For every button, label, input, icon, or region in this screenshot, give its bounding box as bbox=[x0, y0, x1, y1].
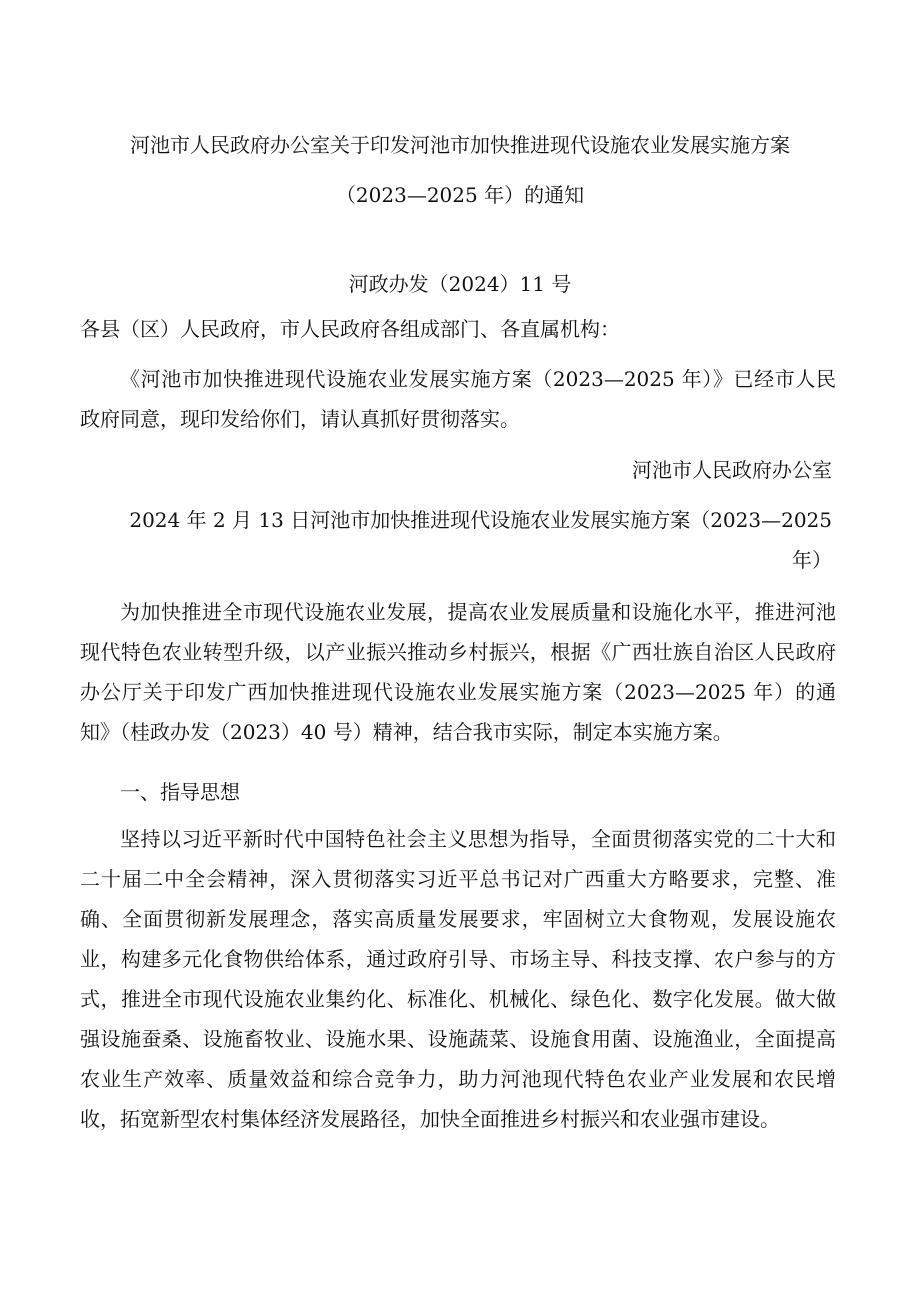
plan-intro-paragraph: 为加快推进全市现代设施农业发展，提高农业发展质量和设施化水平，推进河池现代特色农业转型升级，以产业振兴推动乡村振兴，根据《广西壮族自治区人民政府办公厅关于印发广西加快推进现代设施农业发展实施方案（2023—2025 年）的通知》（桂政办发（2023）40 号）精神，结合我市实际，制定本实施方案。 bbox=[80, 600, 836, 744]
addressee-line: 各县（区）人民政府，市人民政府各组成部门、各直属机构： bbox=[80, 317, 620, 341]
document-title-line-1: 河池市人民政府办公室关于印发河池市加快推进现代设施农业发展实施方案 bbox=[130, 133, 790, 157]
document-title-line-2: （2023—2025 年）的通知 bbox=[335, 183, 585, 207]
section-guiding-ideology-body: 坚持以习近平新时代中国特色社会主义思想为指导，全面贯彻落实党的二十大和二十届二中全会精神，深入贯彻落实习近平总书记对广西重大方略要求，完整、准确、全面贯彻新发展理念，落实高质量发展要求，牢固树立大食物观，发展设施农业，构建多元化食物供给体系，通过政府引导、市场主导、科技支撑、农户参与的方式，推进全市现代设施农业集约化、标准化、机械化、绿色化、数字化发展。做大做强设施蚕桑、设施畜牧业、设施水果、设施蔬菜、设施食用菌、设施渔业，全面提高农业生产效率、质量效益和综合竞争力，助力河池现代特色农业产业发展和农民增收，拓宽新型农村集体经济发展路径，加快全面推进乡村振兴和农业强市建设。 bbox=[80, 827, 836, 1131]
plan-title-end: 年） bbox=[792, 548, 832, 572]
section-heading-guiding-ideology: 一、指导思想 bbox=[120, 780, 240, 804]
notice-body-paragraph: 《河池市加快推进现代设施农业发展实施方案（2023—2025 年）》已经市人民政府同意，现印发给你们，请认真抓好贯彻落实。 bbox=[80, 367, 836, 431]
document-number: 河政办发（2024）11 号 bbox=[348, 272, 572, 296]
issue-date-and-plan-title: 2024 年 2 月 13 日河池市加快推进现代设施农业发展实施方案（2023—2025 bbox=[129, 508, 832, 532]
issuer-signature: 河池市人民政府办公室 bbox=[632, 458, 832, 482]
